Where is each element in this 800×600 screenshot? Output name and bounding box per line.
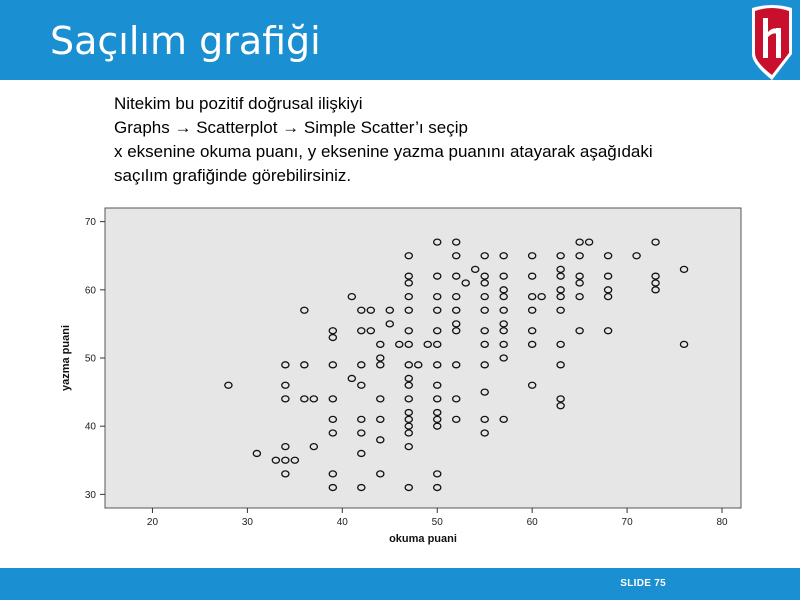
slide-number: SLIDE 75 <box>620 578 666 589</box>
x-tick-label: 40 <box>336 517 348 528</box>
x-tick-label: 70 <box>621 517 633 528</box>
y-tick-label: 40 <box>84 421 96 433</box>
y-axis-label: yazma puani <box>60 324 72 392</box>
x-tick-label: 80 <box>716 517 728 528</box>
x-tick-label: 50 <box>431 517 443 528</box>
scatter-chart <box>55 205 755 555</box>
slide-title: Saçılım grafiği <box>50 19 321 63</box>
scatter-chart-svg <box>55 205 755 555</box>
university-shield-logo <box>746 2 798 80</box>
x-tick-label: 60 <box>526 517 538 528</box>
y-tick-label: 30 <box>84 489 96 501</box>
y-tick-label: 70 <box>84 217 96 229</box>
x-axis-label: okuma puani <box>389 533 457 545</box>
body-line: saçılım grafiğinde görebilirsiniz. <box>114 166 352 185</box>
slide-body <box>114 92 794 188</box>
x-tick-label: 20 <box>146 517 159 528</box>
body-line: x eksenine okuma puanı, y eksenine yazma puanını atayarak aşağıdaki <box>114 142 653 161</box>
x-tick-label: 30 <box>241 517 253 528</box>
footer-bar <box>0 568 800 600</box>
y-tick-label: 60 <box>84 285 96 297</box>
header-bar <box>0 0 800 80</box>
plot-area <box>105 208 741 508</box>
body-line: Graphs → Scatterplot → Simple Scatter’ı seçip <box>114 118 468 137</box>
body-line: Nitekim bu pozitif doğrusal ilişkiyi <box>114 94 363 113</box>
y-tick-label: 50 <box>84 353 96 365</box>
